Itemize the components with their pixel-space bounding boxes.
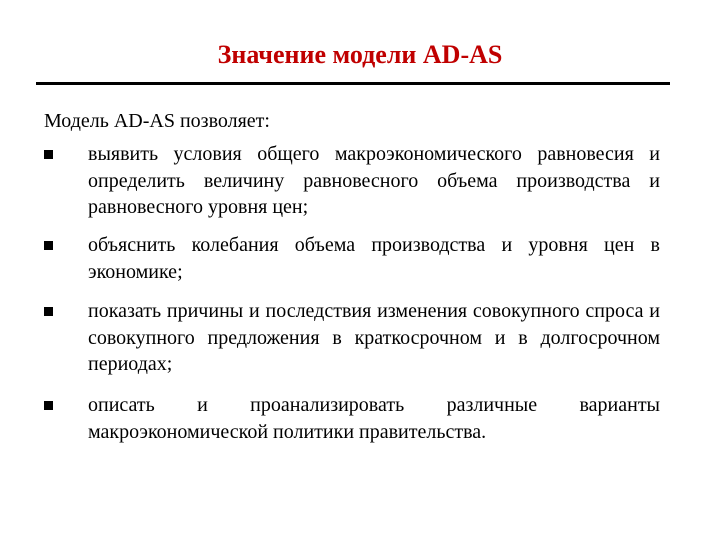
square-bullet-icon (44, 401, 53, 410)
bullet-item (44, 392, 660, 445)
title-underline (36, 82, 670, 85)
bullet-item (44, 141, 660, 221)
bullet-text: объяснить колебания объема производства и уровня цен в экономике; (88, 234, 660, 283)
square-bullet-icon (44, 241, 53, 250)
bullet-text: показать причины и последствия изменения совокупного спроса и совокупного предложения в краткосрочном и в долгосрочном периодах; (88, 300, 660, 375)
slide-title: Значение модели AD-AS (217, 40, 503, 69)
bullet-text: описать и проанализировать различные варианты макроэкономической политики правительства. (88, 394, 660, 443)
intro-text: Модель AD-AS позволяет: (44, 110, 270, 132)
bullet-item (44, 298, 660, 378)
square-bullet-icon (44, 150, 53, 159)
square-bullet-icon (44, 307, 53, 316)
bullet-item (44, 232, 660, 285)
bullet-text: выявить условия общего макроэкономического равновесия и определить величину равновесного объема производства и равновесного уровня цен; (88, 143, 660, 218)
